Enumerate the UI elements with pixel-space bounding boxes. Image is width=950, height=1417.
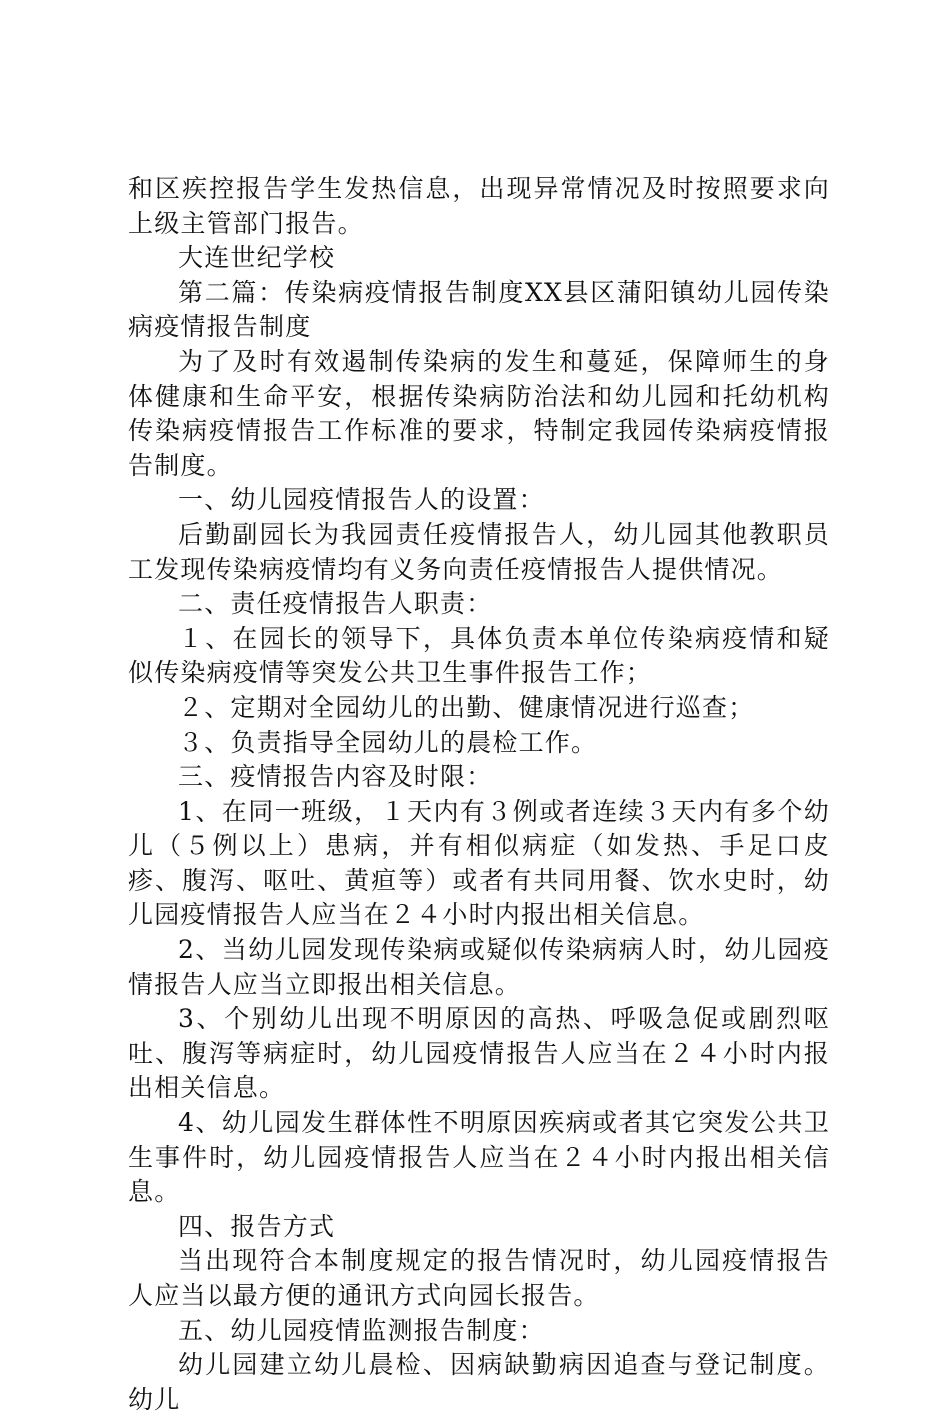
paragraph-content-3: 3、个别幼儿出现不明原因的高热、呼吸急促或剧烈呕吐、腹泻等病症时，幼儿园疫情报告人应当在２４小时内报出相关信息。 [128, 1004, 830, 1103]
heading-report-method: 四、报告方式 [178, 1211, 336, 1241]
heading-report-content: 三、疫情报告内容及时限： [178, 762, 493, 792]
heading-reporter-setup: 一、幼儿园疫情报告人的设置： [178, 485, 545, 515]
paragraph-content-1: 1、在同一班级，１天内有３例或者连续３天内有多个幼儿（５例以上）患病，并有相似病症（如发热、手足口皮疹、腹泻、呕吐、黄疸等）或者有共同用餐、饮水史时，幼儿园疫情报告人应当在２４小时内报出相关信息。 [128, 796, 830, 930]
paragraph-reporter-setup: 后勤副园长为我园责任疫情报告人，幼儿园其他教职员工发现传染病疫情均有义务向责任疫情报告人提供情况。 [128, 519, 830, 584]
paragraph-continuation: 和区疾控报告学生发热信息，出现异常情况及时按照要求向上级主管部门报告。 [128, 174, 830, 238]
document-body [128, 172, 830, 1417]
paragraph-content-2: 2、当幼儿园发现传染病或疑似传染病病人时，幼儿园疫情报告人应当立即报出相关信息。 [128, 935, 830, 999]
paragraph-duty-2: ２、定期对全园幼儿的出勤、健康情况进行巡查； [178, 692, 755, 722]
paragraph-duty-1: １、在园长的领导下，具体负责本单位传染病疫情和疑似传染病疫情等突发公共卫生事件报告工作； [128, 623, 830, 688]
paragraph-content-4: 4、幼儿园发生群体性不明原因疾病或者其它突发公共卫生事件时，幼儿园疫情报告人应当在２４小时内报出相关信息。 [128, 1108, 830, 1207]
paragraph-section-title: 第二篇：传染病疫情报告制度XX县区蒲阳镇幼儿园传染病疫情报告制度 [128, 277, 830, 342]
paragraph-monitoring: 幼儿园建立幼儿晨检、因病缺勤病因追查与登记制度。幼儿 [128, 1350, 830, 1414]
heading-monitoring: 五、幼儿园疫情监测报告制度： [178, 1315, 545, 1345]
heading-reporter-duties: 二、责任疫情报告人职责： [178, 589, 493, 619]
paragraph-school-name: 大连世纪学校 [178, 243, 336, 273]
paragraph-duty-3: ３、负责指导全园幼儿的晨检工作。 [178, 727, 598, 757]
paragraph-intro: 为了及时有效遏制传染病的发生和蔓延，保障师生的身体健康和生命平安，根据传染病防治法和幼儿园和托幼机构传染病疫情报告工作标准的要求，特制定我园传染病疫情报告制度。 [128, 346, 830, 480]
paragraph-report-method: 当出现符合本制度规定的报告情况时，幼儿园疫情报告人应当以最方便的通讯方式向园长报告。 [128, 1246, 830, 1310]
